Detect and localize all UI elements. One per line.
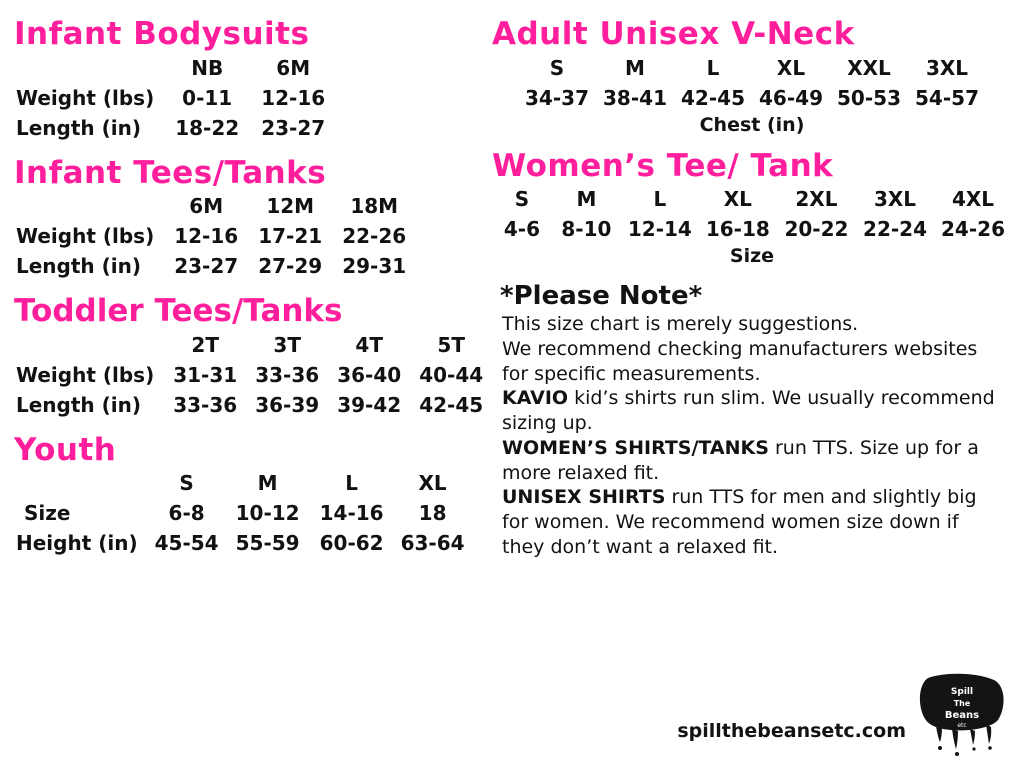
section-womens-tee-tank bbox=[492, 147, 1012, 268]
note-line: for women. We recommend women size down if bbox=[502, 511, 959, 534]
table-cell: 14-16 bbox=[319, 501, 384, 526]
table-cell: 17-21 bbox=[258, 224, 323, 249]
table-cell: 23-27 bbox=[261, 115, 326, 140]
table-cell: 36-40 bbox=[337, 362, 402, 387]
header-cell: 6M bbox=[189, 194, 224, 219]
svg-text:Spill: Spill bbox=[950, 687, 974, 697]
header-cell: 12M bbox=[266, 194, 315, 219]
section-title: Adult Unisex V-Neck bbox=[492, 16, 855, 52]
size-table-toddler-tees-tanks bbox=[14, 330, 492, 420]
table-cell: 31-31 bbox=[173, 362, 238, 387]
header-cell: L bbox=[706, 55, 720, 80]
table-row bbox=[14, 251, 416, 281]
header-cell: S bbox=[514, 187, 530, 212]
size-table-womens-tee-tank bbox=[492, 184, 1012, 244]
table-caption: Size bbox=[729, 245, 775, 268]
table-row bbox=[492, 214, 1012, 244]
table-cell: 38-41 bbox=[603, 85, 667, 110]
svg-text:etc: etc bbox=[957, 722, 967, 729]
table-cell: 63-64 bbox=[400, 531, 465, 556]
table-row bbox=[14, 528, 472, 558]
note-line: they don’t want a relaxed fit. bbox=[502, 535, 779, 558]
table-row bbox=[14, 221, 416, 251]
table-cell: 10-12 bbox=[235, 501, 300, 526]
header-cell: 5T bbox=[437, 332, 465, 357]
header-cell: M bbox=[625, 55, 645, 80]
table-header-row bbox=[518, 53, 986, 83]
section-title: Infant Bodysuits bbox=[14, 16, 310, 52]
table-cell: 42-45 bbox=[681, 85, 745, 110]
table-cell: 22-26 bbox=[342, 224, 407, 249]
row-label: Weight (lbs) bbox=[16, 85, 155, 110]
note-line: KAVIO kid’s shirts run slim. We usually recommend bbox=[502, 387, 995, 410]
note-line: This size chart is merely suggestions. bbox=[502, 313, 859, 336]
table-cell: 33-36 bbox=[173, 392, 238, 417]
table-cell: 8-10 bbox=[561, 217, 612, 242]
note-emphasis: WOMEN’S SHIRTS/TANKS bbox=[502, 436, 769, 459]
section-youth bbox=[14, 431, 494, 559]
table-cell: 54-57 bbox=[915, 85, 979, 110]
table-cell: 45-54 bbox=[154, 531, 219, 556]
row-label: Length (in) bbox=[16, 254, 141, 279]
section-title: Toddler Tees/Tanks bbox=[14, 293, 343, 330]
table-cell: 18 bbox=[418, 501, 447, 526]
table-cell: 23-27 bbox=[174, 254, 239, 279]
header-cell: 3XL bbox=[925, 55, 969, 80]
row-label: Height (in) bbox=[16, 531, 138, 556]
header-cell: L bbox=[653, 187, 667, 212]
table-header-row bbox=[14, 53, 336, 83]
header-cell: M bbox=[257, 471, 278, 496]
note-line: more relaxed fit. bbox=[502, 461, 660, 484]
header-cell: 4XL bbox=[951, 187, 995, 212]
header-cell: XL bbox=[723, 187, 752, 212]
note-line: WOMEN’S SHIRTS/TANKS run TTS. Size up for a bbox=[502, 436, 979, 459]
header-cell: XXL bbox=[847, 55, 891, 80]
note-emphasis: UNISEX SHIRTS bbox=[502, 486, 666, 509]
table-header-row bbox=[14, 468, 472, 498]
table-row bbox=[14, 390, 492, 420]
row-label: Weight (lbs) bbox=[16, 224, 155, 249]
table-caption: Chest (in) bbox=[699, 113, 805, 136]
header-cell: 4T bbox=[355, 332, 383, 357]
header-cell: S bbox=[179, 471, 194, 496]
right-column bbox=[492, 18, 1012, 561]
header-cell: 18M bbox=[350, 194, 399, 219]
header-cell: XL bbox=[776, 55, 806, 80]
section-infant-bodysuits bbox=[14, 18, 494, 143]
header-cell bbox=[14, 468, 148, 498]
table-header-row bbox=[492, 184, 1012, 214]
note-heading: *Please Note* bbox=[500, 281, 703, 312]
table-header-row bbox=[14, 330, 492, 360]
row-label: Length (in) bbox=[16, 115, 141, 140]
table-cell: 33-36 bbox=[255, 362, 320, 387]
section-title: Youth bbox=[14, 431, 117, 468]
section-infant-tees-tanks bbox=[14, 154, 494, 282]
table-cell: 12-16 bbox=[174, 224, 239, 249]
please-note-block bbox=[492, 281, 1012, 560]
header-cell bbox=[14, 330, 164, 360]
size-table-infant-bodysuits bbox=[14, 53, 336, 143]
table-cell: 0-11 bbox=[182, 85, 233, 110]
section-title: Women’s Tee/ Tank bbox=[492, 147, 834, 184]
size-table-infant-tees-tanks bbox=[14, 191, 416, 281]
table-cell: 46-49 bbox=[759, 85, 823, 110]
table-header-row bbox=[14, 191, 416, 221]
table-cell: 20-22 bbox=[784, 217, 849, 242]
table-cell: 24-26 bbox=[941, 217, 1005, 242]
note-line: sizing up. bbox=[502, 412, 593, 435]
note-line: UNISEX SHIRTS run TTS for men and slightly big bbox=[502, 486, 977, 509]
table-cell: 60-62 bbox=[319, 531, 384, 556]
header-cell: 3T bbox=[273, 332, 301, 357]
table-cell: 4-6 bbox=[503, 217, 541, 242]
table-cell: 22-24 bbox=[863, 217, 927, 242]
header-cell: M bbox=[576, 187, 597, 212]
note-body bbox=[502, 313, 1002, 560]
brand-logo-icon bbox=[914, 672, 1010, 758]
section-adult-unisex-v-neck bbox=[492, 18, 1012, 136]
table-cell: 34-37 bbox=[525, 85, 589, 110]
header-cell: XL bbox=[418, 471, 447, 496]
header-cell: S bbox=[549, 55, 565, 80]
table-cell: 50-53 bbox=[837, 85, 901, 110]
table-cell: 29-31 bbox=[342, 254, 407, 279]
left-column bbox=[14, 18, 494, 572]
table-cell: 39-42 bbox=[337, 392, 402, 417]
header-cell: 6M bbox=[276, 55, 311, 80]
row-label: Size bbox=[24, 501, 71, 526]
table-row bbox=[14, 360, 492, 390]
header-cell: 2T bbox=[191, 332, 219, 357]
table-cell: 6-8 bbox=[168, 501, 205, 526]
website-url: spillthebeansetc.com bbox=[677, 720, 906, 742]
row-label: Length (in) bbox=[16, 392, 141, 417]
note-emphasis: KAVIO bbox=[502, 387, 569, 410]
header-cell bbox=[14, 191, 164, 221]
table-cell: 55-59 bbox=[235, 531, 300, 556]
header-cell: NB bbox=[191, 55, 224, 80]
section-toddler-tees-tanks bbox=[14, 295, 494, 420]
note-line: We recommend checking manufacturers websites bbox=[502, 337, 978, 360]
svg-text:Beans: Beans bbox=[944, 710, 980, 721]
table-row bbox=[14, 113, 336, 143]
header-cell bbox=[14, 53, 164, 83]
header-cell: 3XL bbox=[873, 187, 917, 212]
row-label: Weight (lbs) bbox=[16, 362, 155, 387]
table-cell: 40-44 bbox=[419, 362, 484, 387]
header-cell: 2XL bbox=[795, 187, 838, 212]
note-line: for specific measurements. bbox=[502, 362, 761, 385]
size-table-adult-unisex-v-neck bbox=[518, 53, 986, 113]
table-cell: 27-29 bbox=[258, 254, 323, 279]
table-cell: 36-39 bbox=[255, 392, 320, 417]
table-cell: 12-16 bbox=[261, 85, 326, 110]
table-row bbox=[14, 498, 472, 528]
svg-text:The: The bbox=[953, 699, 971, 708]
header-cell: L bbox=[345, 471, 358, 496]
section-title: Infant Tees/Tanks bbox=[14, 154, 327, 191]
size-table-youth bbox=[14, 468, 472, 558]
table-row bbox=[14, 83, 336, 113]
table-cell: 16-18 bbox=[705, 217, 770, 242]
table-row bbox=[518, 83, 986, 113]
table-cell: 42-45 bbox=[419, 392, 484, 417]
table-cell: 18-22 bbox=[175, 115, 240, 140]
table-cell: 12-14 bbox=[627, 217, 692, 242]
